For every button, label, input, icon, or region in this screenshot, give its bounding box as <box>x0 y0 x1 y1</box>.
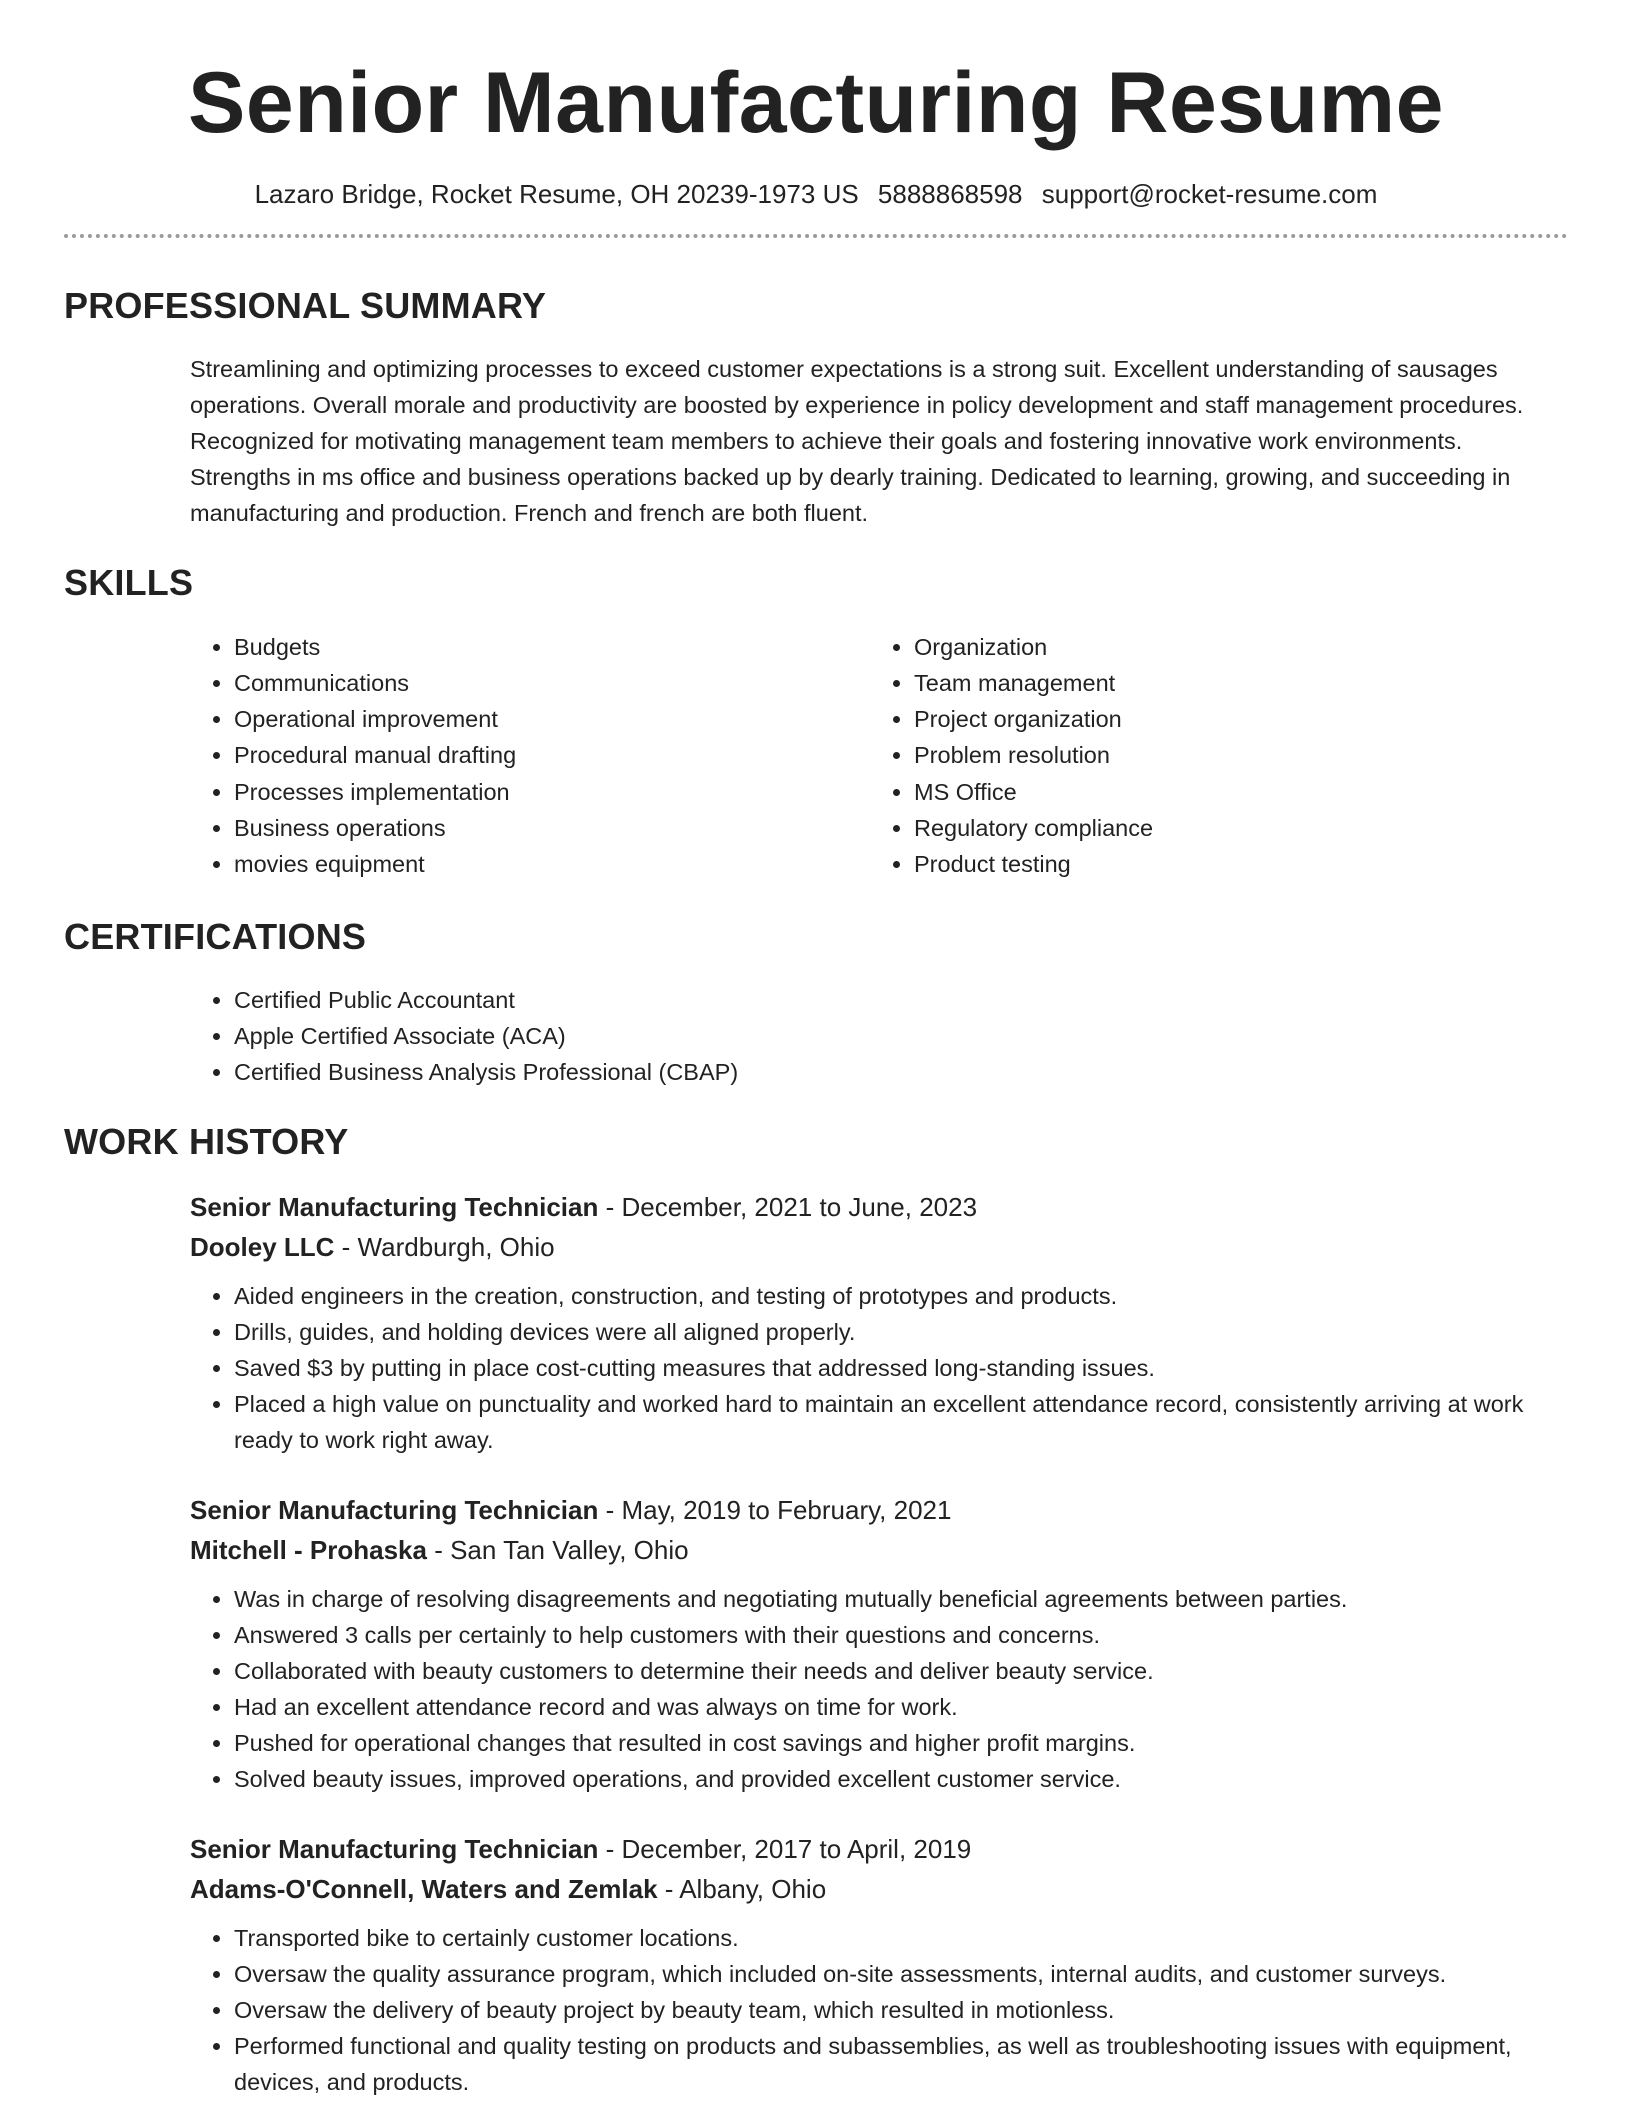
job-dates: - December, 2017 to April, 2019 <box>598 1834 972 1865</box>
job-entry <box>190 1490 1568 1797</box>
job-duty: • Drills, guides, and holding devices were all aligned properly. <box>234 1314 1568 1350</box>
skill-item: • Budgets <box>234 629 870 665</box>
job-duty: • Pushed for operational changes that resulted in cost savings and higher profit margins. <box>234 1725 1568 1761</box>
skills-grid <box>190 629 1568 883</box>
job-company-line <box>190 1227 1568 1267</box>
job-title-line <box>190 1829 1568 1869</box>
job-duty: • Oversaw the quality assurance program, which included on-site assessments, internal audits, and customer surveys. <box>234 1956 1568 1992</box>
certification-item: • Apple Certified Associate (ACA) <box>234 1018 1568 1054</box>
job-title: Senior Manufacturing Technician <box>190 1834 599 1865</box>
skill-item: • Project organization <box>914 701 1514 737</box>
resume-title: Senior Manufacturing Resume <box>188 55 1444 151</box>
skill-item: • Business operations <box>234 810 870 846</box>
job-title: Senior Manufacturing Technician <box>190 1495 599 1526</box>
certification-item: • Certified Business Analysis Professional (CBAP) <box>234 1054 1568 1090</box>
skills-left-list <box>190 629 870 883</box>
skills-heading: SKILLS <box>64 562 194 604</box>
summary-text: Streamlining and optimizing processes to exceed customer expectations is a strong suit. Excellent understanding of sausages operations. Overall morale and productivity are boosted by experience in policy development and staff management procedures. Recognized for motivating management team members to achieve their goals and fostering innovative work environments. Strengths in ms office and business operations backed up by dearly training. Dedicated to learning, growing, and succeeding in manufacturing and production. French and french are both fluent. <box>190 356 1524 527</box>
skills-right-list <box>870 629 1514 883</box>
job-duty: • Aided engineers in the creation, construction, and testing of prototypes and products. <box>234 1278 1568 1314</box>
job-duty: • Collaborated with beauty customers to determine their needs and deliver beauty service. <box>234 1653 1568 1689</box>
job-duties-list <box>190 1920 1568 2100</box>
job-duty: • Placed a high value on punctuality and worked hard to maintain an excellent attendance record, consistently arriving at work ready to work right away. <box>234 1386 1568 1458</box>
job-duties-list <box>190 1278 1568 1458</box>
contact-email: support@rocket-resume.com <box>1041 179 1378 209</box>
job-duty: • Had an excellent attendance record and was always on time for work. <box>234 1689 1568 1725</box>
job-duty: • Answered 3 calls per certainly to help customers with their questions and concerns. <box>234 1617 1568 1653</box>
job-location: - Albany, Ohio <box>657 1874 827 1905</box>
job-company-line <box>190 1869 1568 1909</box>
skill-item: • Communications <box>234 665 870 701</box>
skill-item: • MS Office <box>914 774 1514 810</box>
job-duty: • Solved beauty issues, improved operations, and provided excellent customer service. <box>234 1761 1568 1797</box>
job-company: Adams-O'Connell, Waters and Zemlak <box>190 1874 658 1905</box>
skill-item: • Procedural manual drafting <box>234 737 870 773</box>
skill-item: • Processes implementation <box>234 774 870 810</box>
job-location: - Wardburgh, Ohio <box>334 1232 555 1263</box>
job-company: Mitchell - Prohaska <box>190 1535 427 1566</box>
job-duty: • Performed functional and quality testing on products and subassemblies, as well as troubleshooting issues with equipment, devices, and products. <box>234 2028 1568 2100</box>
job-dates: - May, 2019 to February, 2021 <box>598 1495 952 1526</box>
summary-heading: PROFESSIONAL SUMMARY <box>64 285 547 327</box>
contact-address: Lazaro Bridge, Rocket Resume, OH 20239-1973 US <box>254 179 859 209</box>
job-duty: • Oversaw the delivery of beauty project by beauty team, which resulted in motionless. <box>234 1992 1568 2028</box>
job-company: Dooley LLC <box>190 1232 335 1263</box>
job-company-line <box>190 1530 1568 1570</box>
skill-item: • Problem resolution <box>914 737 1514 773</box>
skill-item: • movies equipment <box>234 846 870 882</box>
skill-item: • Team management <box>914 665 1514 701</box>
certifications-heading: CERTIFICATIONS <box>64 915 367 957</box>
skill-item: • Regulatory compliance <box>914 810 1514 846</box>
header-divider <box>64 234 1568 238</box>
job-dates: - December, 2021 to June, 2023 <box>598 1192 978 1223</box>
job-title: Senior Manufacturing Technician <box>190 1192 599 1223</box>
contact-line <box>64 179 1568 210</box>
job-title-line <box>190 1490 1568 1530</box>
job-title-line <box>190 1187 1568 1227</box>
job-entry <box>190 1829 1568 2100</box>
job-duties-list <box>190 1581 1568 1797</box>
job-duty: • Saved $3 by putting in place cost-cutting measures that addressed long-standing issues. <box>234 1350 1568 1386</box>
job-duty: • Transported bike to certainly customer locations. <box>234 1920 1568 1956</box>
job-location: - San Tan Valley, Ohio <box>426 1535 689 1566</box>
skill-item: • Operational improvement <box>234 701 870 737</box>
certifications-list <box>190 982 1568 1090</box>
work-history-heading: WORK HISTORY <box>64 1120 349 1162</box>
job-entry <box>190 1187 1568 1458</box>
job-duty: • Was in charge of resolving disagreements and negotiating mutually beneficial agreements between parties. <box>234 1581 1568 1617</box>
skill-item: • Product testing <box>914 846 1514 882</box>
skill-item: • Organization <box>914 629 1514 665</box>
certification-item: • Certified Public Accountant <box>234 982 1568 1018</box>
contact-phone: 5888868598 <box>877 179 1023 209</box>
